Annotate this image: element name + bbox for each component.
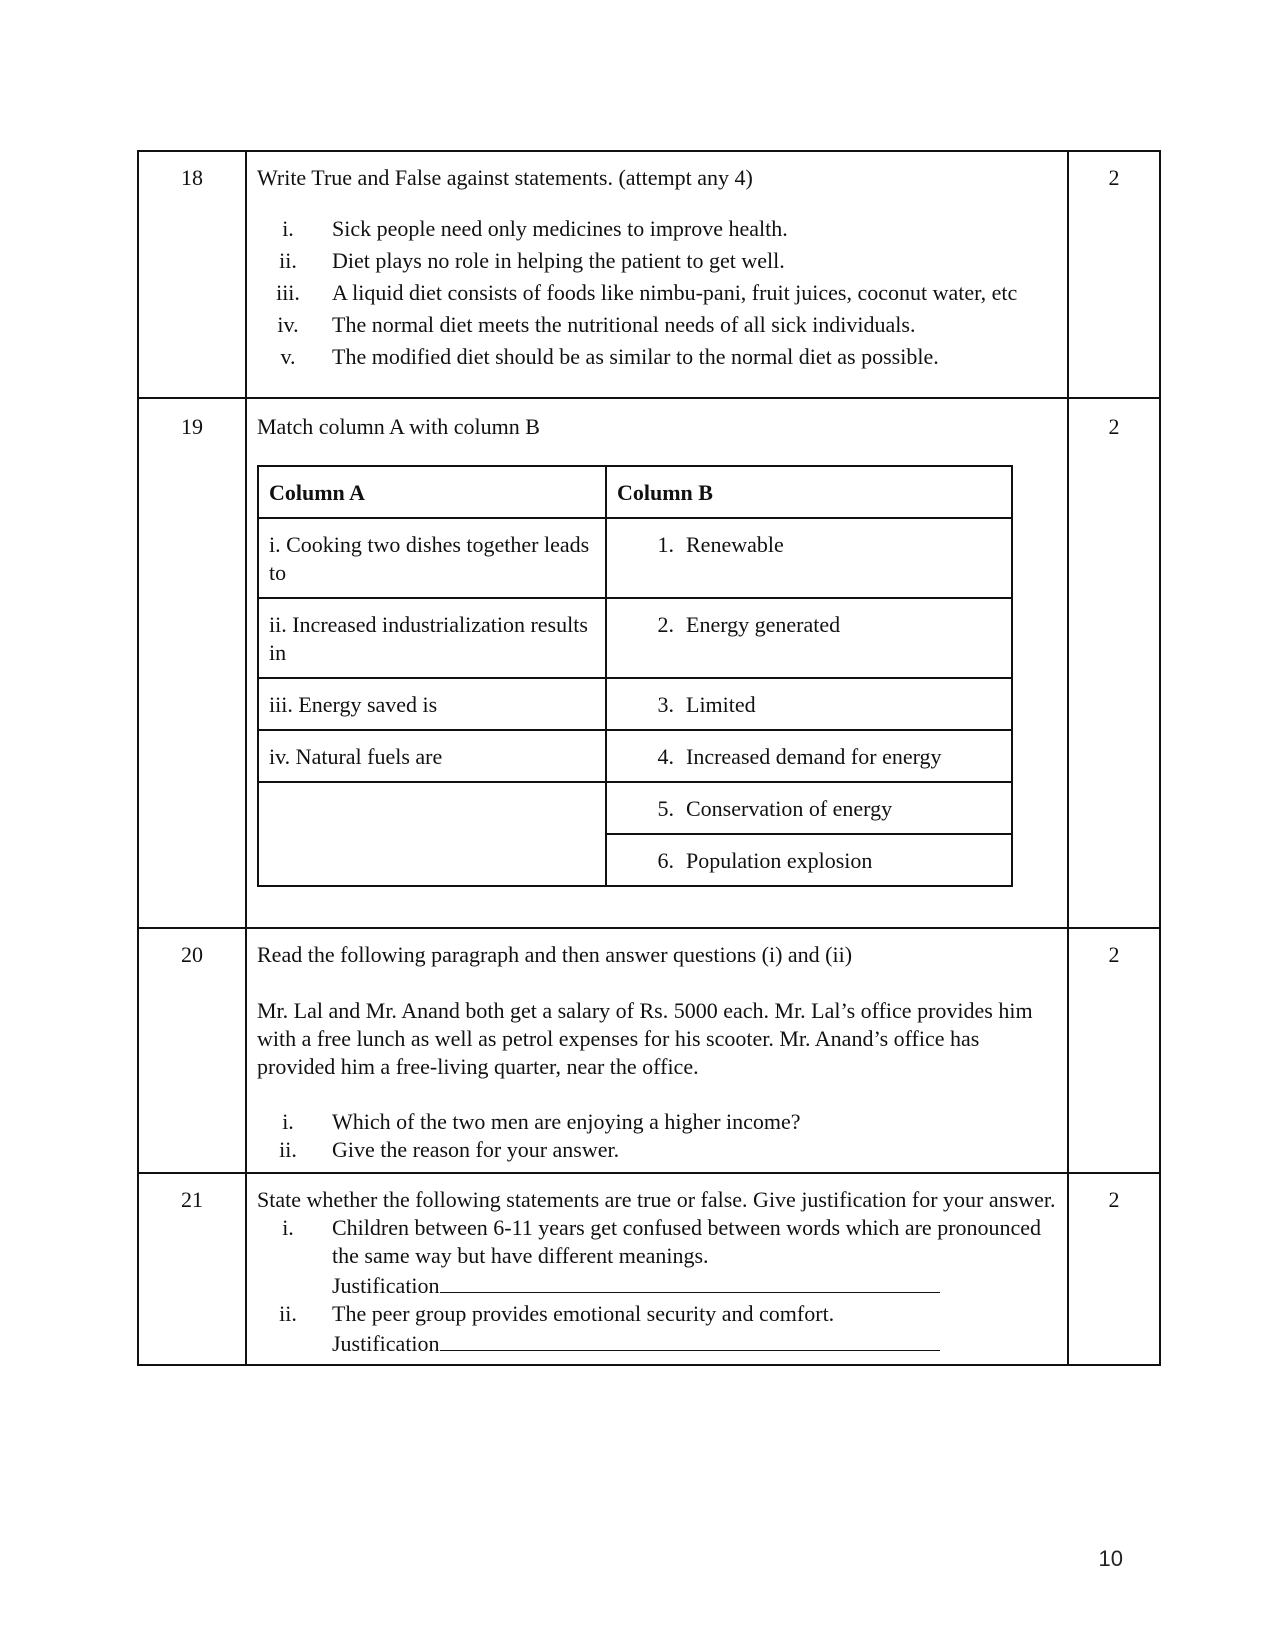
question-marks: 2 — [1068, 398, 1160, 928]
column-a-empty-cell — [258, 782, 606, 886]
question-number: 21 — [138, 1173, 246, 1365]
justification-answer-line[interactable] — [440, 1270, 940, 1293]
list-item: iii. A liquid diet consists of foods like nimbu-pani, fruit juices, coconut water, etc — [276, 280, 1018, 305]
column-b-cell: 5. Conservation of energy — [606, 782, 1012, 834]
question-row-19 — [138, 398, 1160, 928]
question-row-21 — [138, 1173, 1160, 1365]
column-a-cell: iii. Energy saved is — [258, 678, 606, 730]
page-number: 10 — [1098, 1546, 1123, 1571]
list-item: iv. The normal diet meets the nutritional needs of all sick individuals. — [277, 312, 916, 337]
column-a-cell: iv. Natural fuels are — [258, 730, 606, 782]
question-marks: 2 — [1068, 151, 1160, 398]
question-body — [246, 1173, 1068, 1365]
question-number: 18 — [138, 151, 246, 398]
question-marks: 2 — [1068, 928, 1160, 1173]
column-b-cell: 4. Increased demand for energy — [606, 730, 1012, 782]
justification-label: Justification — [332, 1273, 440, 1298]
question-marks: 2 — [1068, 1173, 1160, 1365]
column-b-cell: 3. Limited — [606, 678, 1012, 730]
question-body — [246, 928, 1068, 1173]
justification-label: Justification — [332, 1331, 440, 1356]
list-item: v. The modified diet should be as similar to the normal diet as possible. — [280, 344, 939, 369]
column-b-cell: 2. Energy generated — [606, 598, 1012, 678]
sub-question-list — [257, 1108, 1057, 1164]
question-body — [246, 151, 1068, 398]
list-item: ii. The peer group provides emotional security and comfort. Justification — [257, 1300, 1057, 1358]
question-text: Write True and False against statements. (attempt any 4) — [257, 165, 753, 190]
statement-list — [257, 213, 1057, 373]
column-b-header: Column B — [606, 466, 1012, 518]
list-item: ii. Give the reason for your answer. — [279, 1137, 620, 1162]
column-b-cell: 1. Renewable — [606, 518, 1012, 598]
list-item: ii. Diet plays no role in helping the patient to get well. — [279, 248, 785, 273]
column-b-cell: 6. Population explosion — [606, 834, 1012, 886]
question-text: State whether the following statements are true or false. Give justification for your answer. — [257, 1187, 1056, 1212]
list-item: i. Which of the two men are enjoying a higher income? — [282, 1109, 801, 1134]
column-a-header: Column A — [258, 466, 606, 518]
statement-list — [257, 1214, 1057, 1358]
match-table — [257, 465, 1013, 887]
question-row-20 — [138, 928, 1160, 1173]
question-row-18 — [138, 151, 1160, 398]
question-body — [246, 398, 1068, 928]
justification-answer-line[interactable] — [440, 1328, 940, 1351]
list-item: i. Sick people need only medicines to improve health. — [282, 216, 788, 241]
question-text: Match column A with column B — [257, 414, 540, 439]
question-text: Read the following paragraph and then answer questions (i) and (ii) — [257, 942, 853, 967]
question-number: 19 — [138, 398, 246, 928]
passage-paragraph: Mr. Lal and Mr. Anand both get a salary of Rs. 5000 each. Mr. Lal’s office provides him with a free lunch as well as petrol expenses for his scooter. Mr. Anand’s office has provided him a free-living quarter, near the office. — [257, 998, 1033, 1079]
column-a-cell: i. Cooking two dishes together leads to — [258, 518, 606, 598]
list-item: i. Children between 6-11 years get confused between words which are pronounced the same way but have different meanings. Justification — [282, 1215, 1042, 1298]
question-table — [137, 150, 1161, 1366]
question-number: 20 — [138, 928, 246, 1173]
column-a-cell: ii. Increased industrialization results in — [258, 598, 606, 678]
